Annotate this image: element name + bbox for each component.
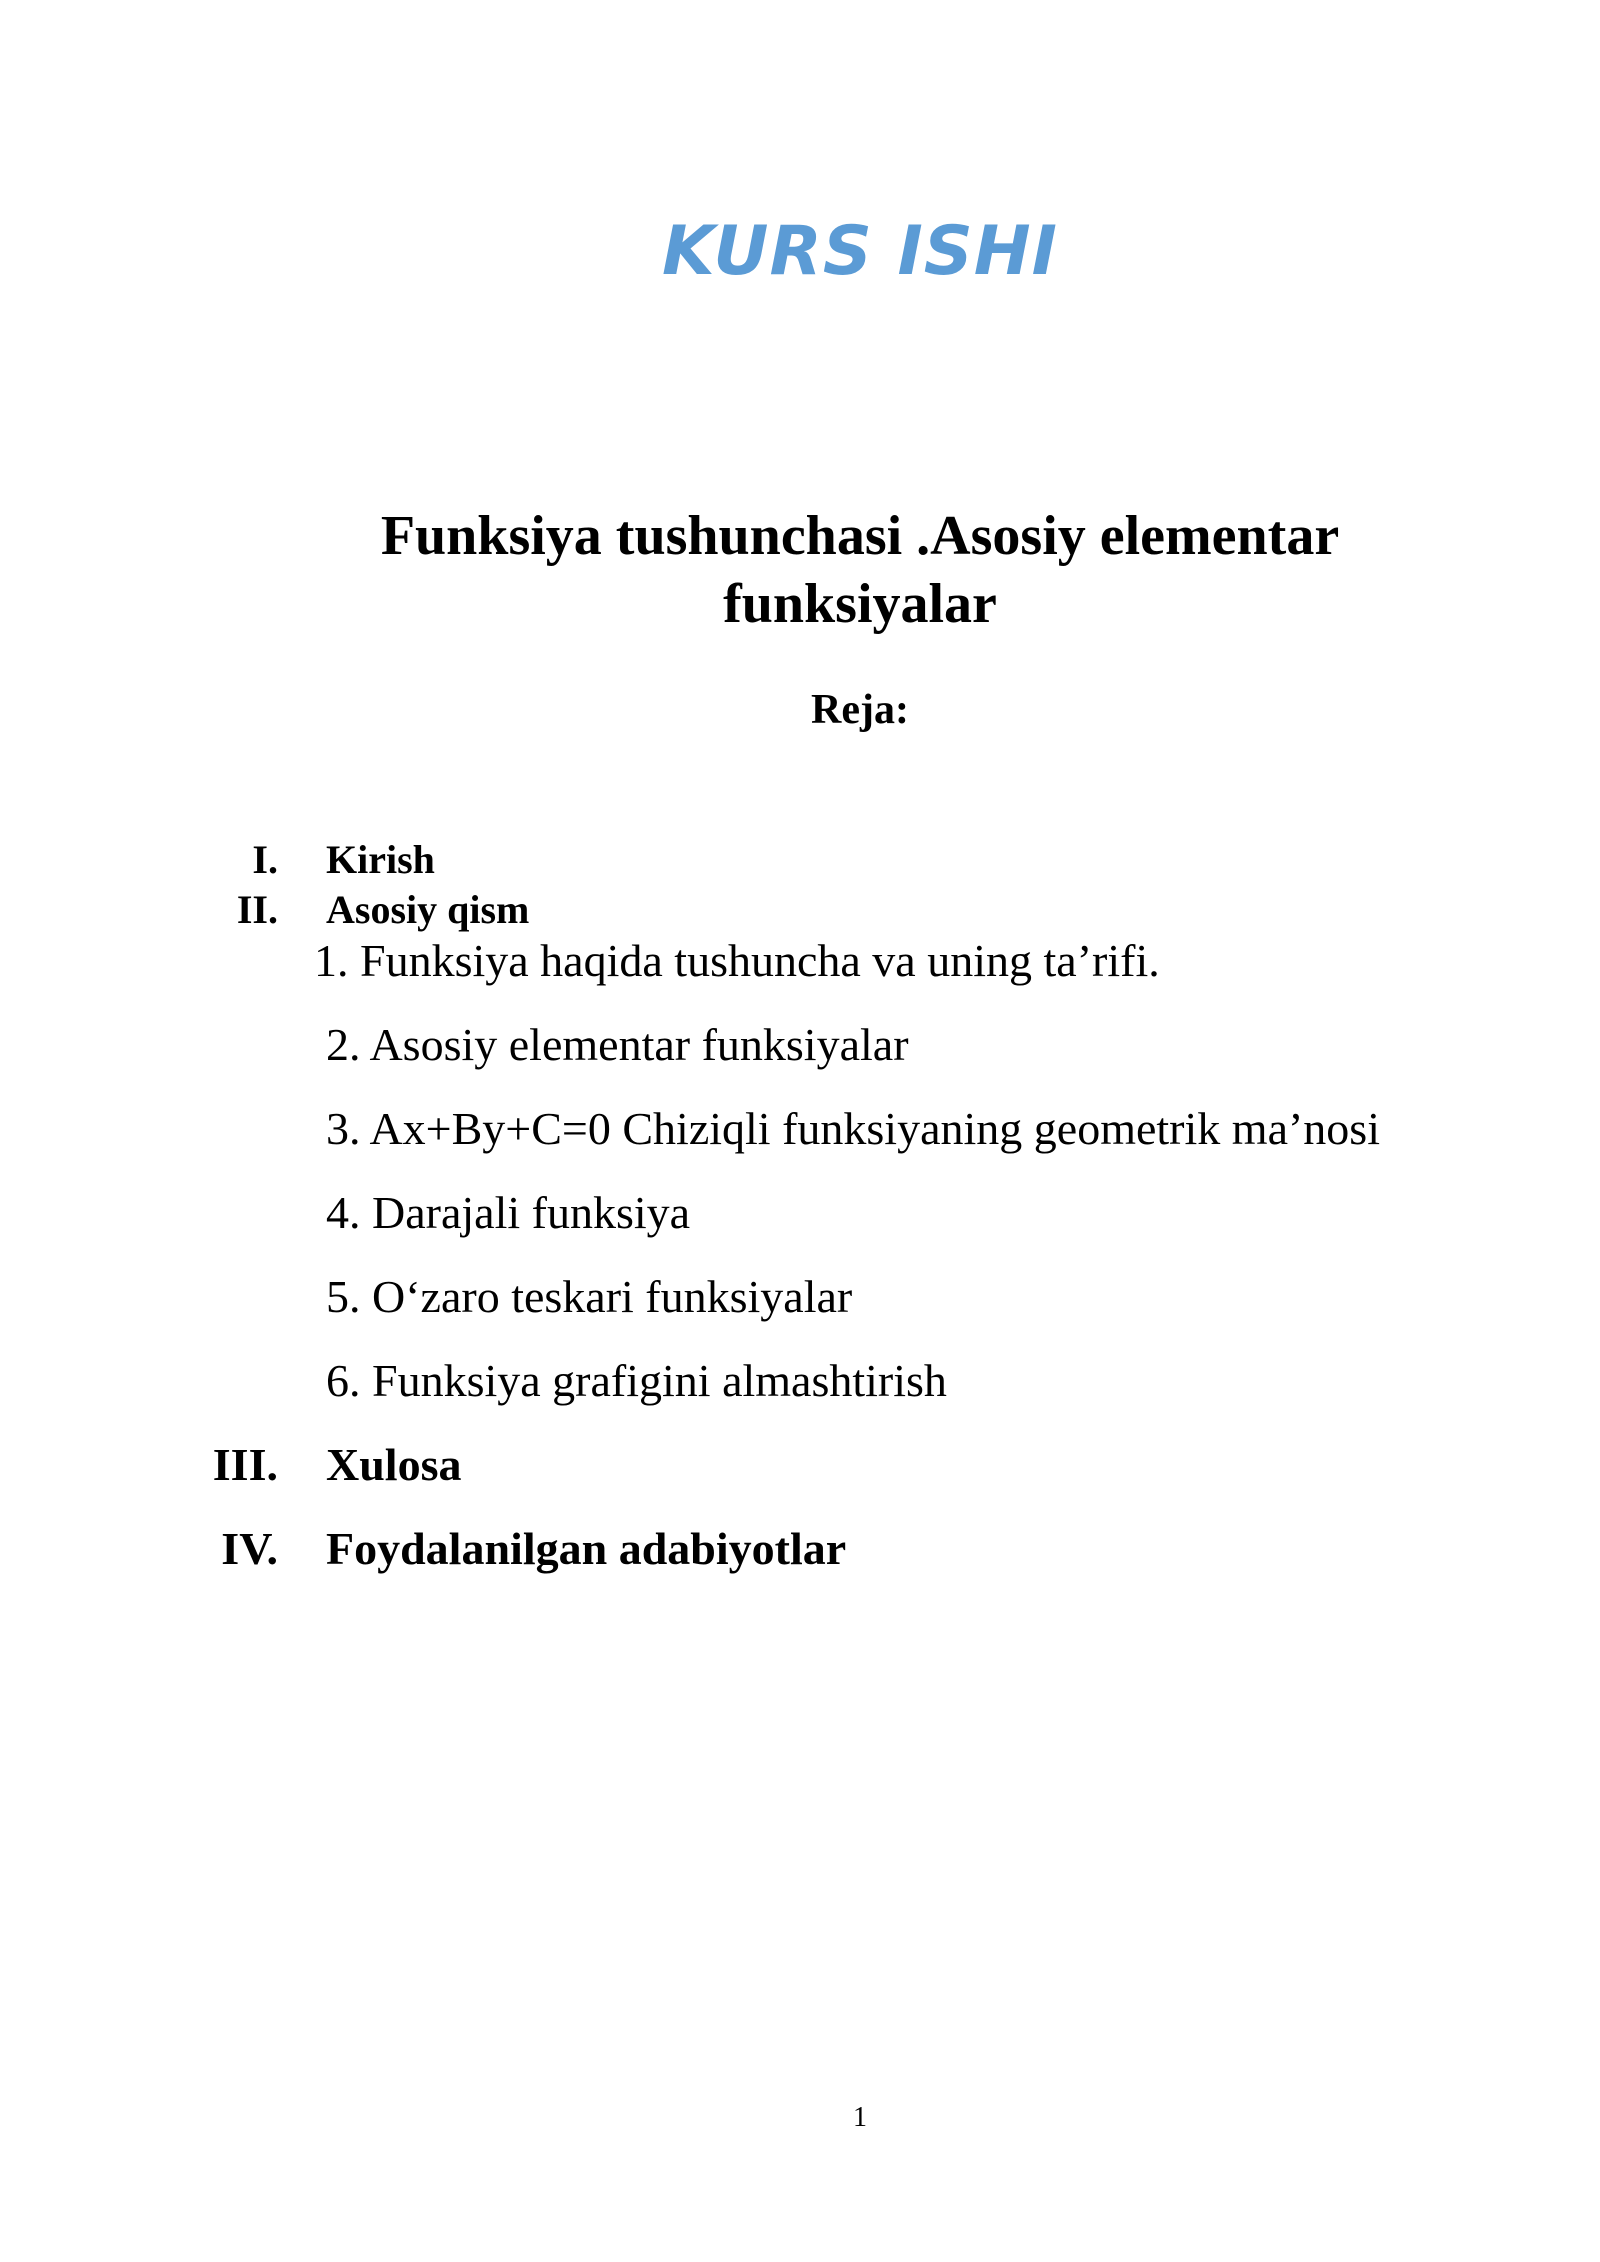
page-number: 1 xyxy=(853,2102,867,2133)
list-item: 2. Asosiy elementar funksiyalar xyxy=(326,1019,909,1070)
list-item: 3. Ax+By+C=0 Chiziqli funksiyaning geometrik ma’nosi xyxy=(326,1103,1380,1154)
list-item: 1. Funksiya haqida tushuncha va uning ta’rifi. xyxy=(314,935,1160,986)
section-numeral: II. xyxy=(236,887,278,932)
section-numeral: IV. xyxy=(221,1523,278,1574)
list-item: 5. O‘zaro teskari funksiyalar xyxy=(326,1271,853,1322)
section-numeral: I. xyxy=(252,837,278,882)
section-label: Asosiy qism xyxy=(326,887,530,932)
section-label: Foydalanilgan adabiyotlar xyxy=(326,1523,847,1574)
list-item: 6. Funksiya grafigini almashtirish xyxy=(326,1355,947,1406)
section-label: Kirish xyxy=(326,837,435,882)
list-item: 4. Darajali funksiya xyxy=(326,1187,691,1238)
section-numeral: III. xyxy=(212,1439,278,1490)
title-line-2: funksiyalar xyxy=(723,573,997,635)
plan-heading: Reja: xyxy=(811,687,909,733)
document-label: KURS ISHI xyxy=(662,212,1058,291)
section-label: Xulosa xyxy=(326,1439,462,1490)
page-title xyxy=(300,502,1420,638)
title-line-1: Funksiya tushunchasi .Asosiy elementar xyxy=(380,505,1340,567)
